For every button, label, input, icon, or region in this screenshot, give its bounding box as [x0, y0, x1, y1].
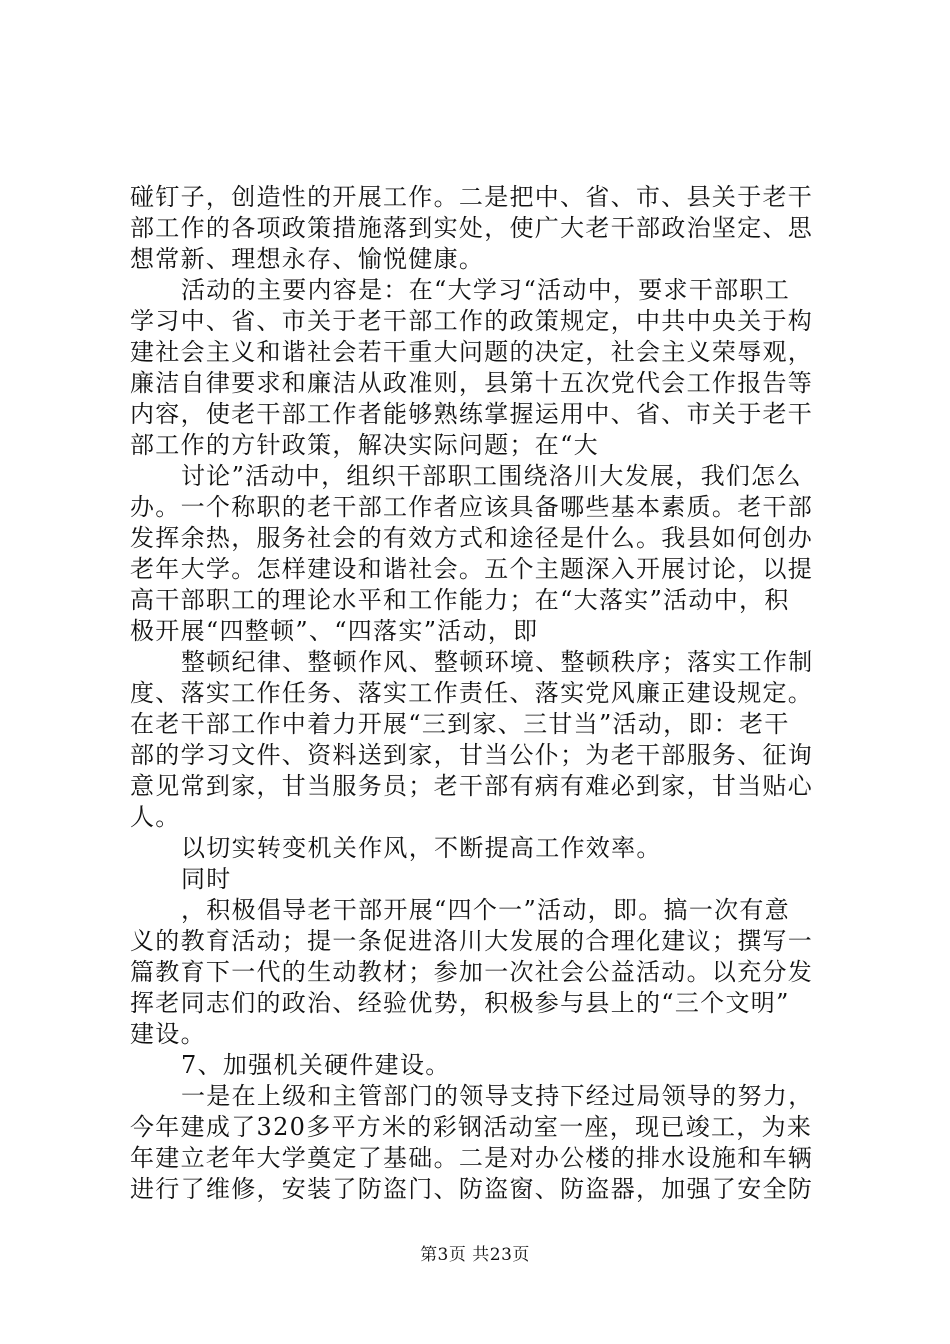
text-line: 以切实转变机关作风，不断提高工作效率。 — [181, 834, 662, 862]
section-heading: 7、加强机关硬件建设。 — [181, 1051, 451, 1079]
text-line: 挥老同志们的政治、经验优势，积极参与县上的“三个文明” — [130, 989, 790, 1017]
text-line: 极开展“四整顿”、“四落实”活动，即 — [130, 617, 539, 645]
text-line: 篇教育下一代的生动教材；参加一次社会公益活动。以充分发 — [130, 958, 814, 986]
text-line: 整顿纪律、整顿作风、整顿环境、整顿秩序；落实工作制 — [181, 648, 814, 676]
text-line: 年建立老年大学奠定了基础。二是对办公楼的排水设施和车辆 — [130, 1144, 814, 1172]
text-line: 部工作的方针政策，解决实际问题；在“大 — [130, 431, 599, 459]
text-line: 学习中、省、市关于老干部工作的政策规定，中共中央关于构 — [130, 307, 814, 335]
text-line: 部工作的各项政策措施落到实处，使广大老干部政治坚定、思 — [130, 214, 814, 242]
text-line: 内容，使老干部工作者能够熟练掌握运用中、省、市关于老干 — [130, 400, 814, 428]
page-number-footer: 第3页 共23页 — [420, 1245, 530, 1265]
text-line: 建设。 — [130, 1020, 206, 1048]
text-line: 人。 — [130, 803, 181, 831]
text-line: 进行了维修，安装了防盗门、防盗窗、防盗器，加强了安全防 — [130, 1175, 814, 1203]
text-line: 度、落实工作任务、落实工作责任、落实党风廉正建设规定。 — [130, 679, 814, 707]
text-line: ，积极倡导老干部开展“四个一”活动，即。搞一次有意 — [181, 896, 791, 924]
text-line: 意见常到家，甘当服务员；老干部有病有难必到家，甘当贴心 — [130, 772, 814, 800]
text-line: 建社会主义和谐社会若干重大问题的决定，社会主义荣辱观， — [130, 338, 814, 366]
text-line: 在老干部工作中着力开展“三到家、三甘当”活动，即：老干 — [130, 710, 790, 738]
text-line: 想常新、理想永存、愉悦健康。 — [130, 245, 485, 273]
text-line: 发挥余热，服务社会的有效方式和途径是什么。我县如何创办 — [130, 524, 814, 552]
text-line: 一是在上级和主管部门的领导支持下经过局领导的努力， — [181, 1082, 814, 1110]
text-line: 活动的主要内容是：在“大学习“活动中，要求干部职工 — [181, 276, 791, 304]
text-line: 办。一个称职的老干部工作者应该具备哪些基本素质。老干部 — [130, 493, 814, 521]
text-line: 讨论”活动中，组织干部职工围绕洛川大发展，我们怎么 — [181, 462, 802, 490]
text-line: 老年大学。怎样建设和谐社会。五个主题深入开展讨论，以提 — [130, 555, 814, 583]
text-line: 同时 — [181, 865, 232, 893]
text-line: 今年建成了320多平方米的彩钢活动室一座，现已竣工，为来 — [130, 1113, 813, 1141]
text-line: 高干部职工的理论水平和工作能力；在“大落实”活动中，积 — [130, 586, 790, 614]
text-line: 碰钉子，创造性的开展工作。二是把中、省、市、县关于老干 — [130, 183, 814, 211]
document-body — [130, 182, 830, 1205]
text-line: 廉洁自律要求和廉洁从政准则，县第十五次党代会工作报告等 — [130, 369, 814, 397]
text-line: 义的教育活动；提一条促进洛川大发展的合理化建议；撰写一 — [130, 927, 814, 955]
text-line: 部的学习文件、资料送到家，甘当公仆；为老干部服务、征询 — [130, 741, 814, 769]
